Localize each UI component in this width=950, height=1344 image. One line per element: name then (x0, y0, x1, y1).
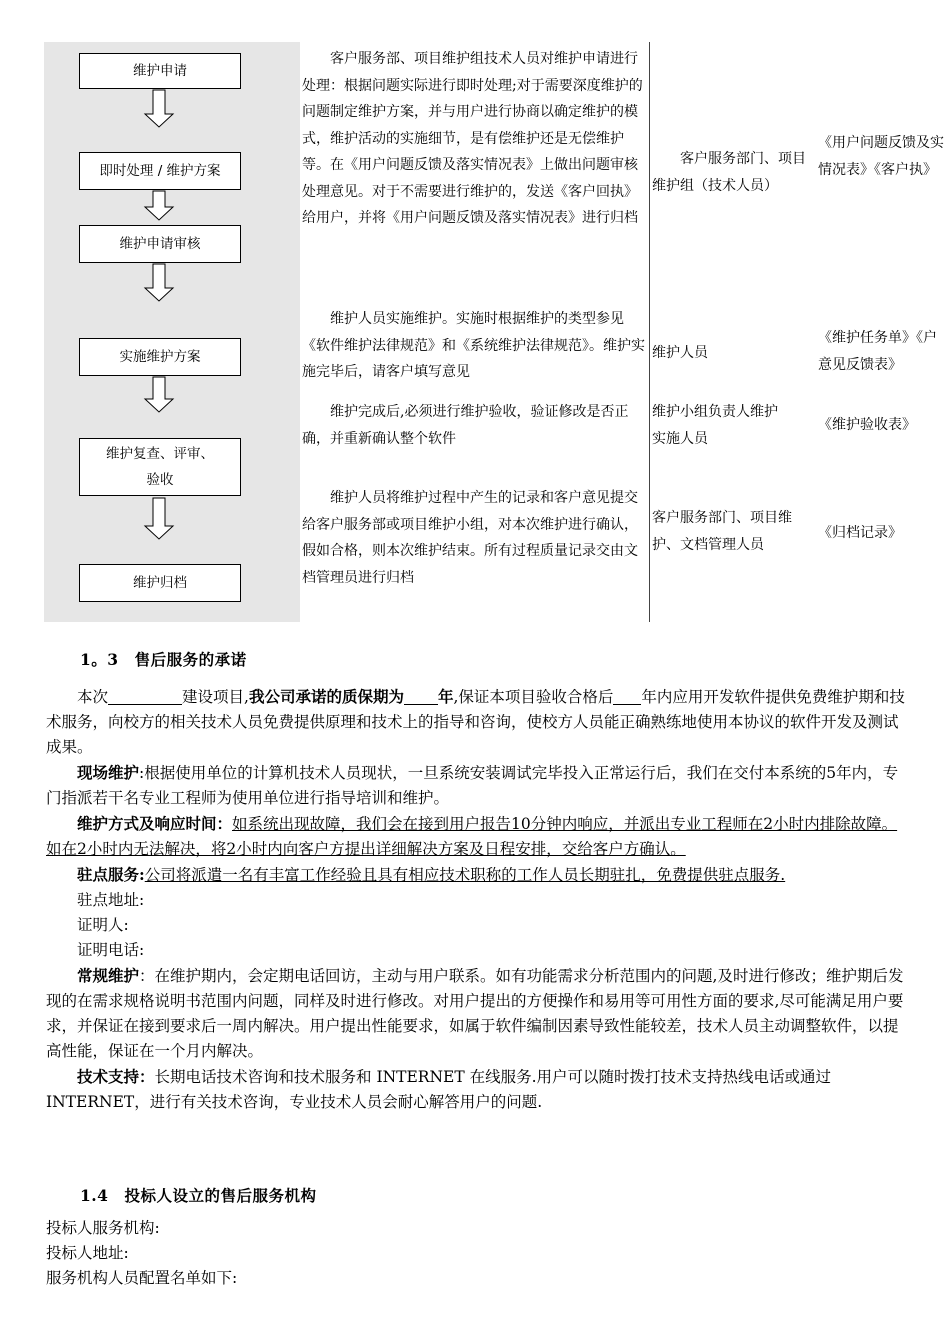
down-arrow-icon (140, 190, 180, 222)
section-heading-1-3: 1。3 售后服务的承诺 (80, 650, 247, 669)
flow-step-request: 维护申请 (79, 53, 241, 89)
table-desc-1: 客户服务部、项目维护组技术人员对维护申请进行处理：根据问题实际进行即时处理;对于需要深度维护的问题制定维护方案，并与用户进行协商以确定维护的模式，维护活动的实施细节，是有偿维护还是无偿维护等。在《用户问题反馈及落实情况表》上做出问题审核处理意见。对于不需要进行维护的，发送《客户回执》给用户，并将《用户问题反馈及落实情况表》进行归档 (302, 51, 643, 226)
onsite-paragraph: 现场维护:根据使用单位的计算机技术人员现状，一旦系统安装调试完毕投入正常运行后，我们在交付本系统的5年内，专门指派若干名专业工程师为使用单位进行指导培训和维护。 (46, 763, 899, 807)
table-doc-1: 《用户问题反馈及实情况表》《客户执》 (818, 135, 944, 178)
bidder-address-line: 投标人地址: (46, 1244, 129, 1262)
flow-step-handle: 即时处理 / 维护方案 (79, 152, 241, 190)
table-doc-3: 《维护验收表》 (818, 417, 916, 433)
table-doc-4: 《归档记录》 (818, 525, 902, 541)
table-role-1: 客户服务部门、项目维护组（技术人员） (652, 151, 806, 194)
table-role-3: 维护小组负责人维护实施人员 (652, 404, 778, 447)
tech-support-paragraph: 技术支持：长期电话技术咨询和技术服务和 INTERNET 在线服务.用户可以随时拨打技术支持热线电话或通过 INTERNET，进行有关技术咨询，专业技术人员会耐心解答用户的问题. (46, 1067, 832, 1111)
section-1-3-body (46, 684, 908, 1115)
table-doc-2: 《维护任务单》《户意见反馈表》 (818, 330, 937, 373)
down-arrow-icon (140, 89, 180, 129)
warranty-paragraph: 本次 建设项目,我公司承诺的质保期为 年,保证本项目验收合格后 年内应用开发软件提供免费维护期和技术服务，向校方的相关技术人员免费提供原理和技术上的指导和咨询，使校方人员能正确熟练地使用本协议的软件开发及测试成果。 (46, 687, 905, 756)
resident-paragraph: 驻点服务:公司将派遣一名有丰富工作经验且具有相应技术职称的工作人员长期驻扎，免费提供驻点服务. (77, 865, 786, 884)
flow-step-review: 维护申请审核 (79, 225, 241, 263)
flowchart-panel (44, 42, 300, 622)
flow-step-implement: 实施维护方案 (79, 338, 241, 376)
resident-address: 驻点地址: (77, 891, 145, 909)
staff-list-line: 服务机构人员配置名单如下: (46, 1269, 238, 1287)
flow-step-verify: 维护复查、评审、 验收 (79, 438, 241, 496)
response-paragraph: 维护方式及响应时间：如系统出现故障，我们会在接到用户报告10分钟内响应，并派出专业工程师在2小时内排除故障。如在2小时内无法解决，将2小时内向客户方提出详细解决方案及日程安排，交给客户方确认。 (46, 814, 898, 858)
down-arrow-icon (140, 263, 180, 303)
service-org-line: 投标人服务机构: (46, 1219, 160, 1237)
table-role-2: 维护人员 (652, 345, 708, 361)
section-1-4-body (46, 1216, 908, 1291)
routine-paragraph: 常规维护：在维护期内，会定期电话回访，主动与用户联系。如有功能需求分析范围内的问题,及时进行修改；维护期后发现的在需求规格说明书范围内问题，同样及时进行修改。对用户提出的方便操作和易用等可用性方面的要求,尽可能满足用户要求，并保证在接到要求后一周内解决。用户提出性能要求，如属于软件编制因素导致性能较差，技术人员主动调整软件，以提高性能，保证在一个月内解决。 (46, 966, 904, 1060)
table-desc-4: 维护人员将维护过程中产生的记录和客户意见提交给客户服务部或项目维护小组，对本次维护进行确认，假如合格，则本次维护结束。所有过程质量记录交由文档管理员进行归档 (302, 490, 638, 586)
down-arrow-icon (140, 497, 180, 541)
table-desc-2: 维护人员实施维护。实施时根据维护的类型参见《软件维护法律规范》和《系统维护法律规范》。维护实施完毕后，请客户填写意见 (302, 311, 645, 380)
witness: 证明人: (77, 916, 129, 934)
witness-phone: 证明电话: (77, 941, 145, 959)
flow-step-archive: 维护归档 (79, 564, 241, 602)
down-arrow-icon (140, 376, 180, 414)
table-divider (649, 42, 650, 622)
section-heading-1-4: 1.4 投标人设立的售后服务机构 (80, 1186, 317, 1205)
table-role-4: 客户服务部门、项目维护、文档管理人员 (652, 510, 792, 553)
table-desc-3: 维护完成后,必须进行维护验收，验证修改是否正确，并重新确认整个软件 (302, 404, 629, 447)
